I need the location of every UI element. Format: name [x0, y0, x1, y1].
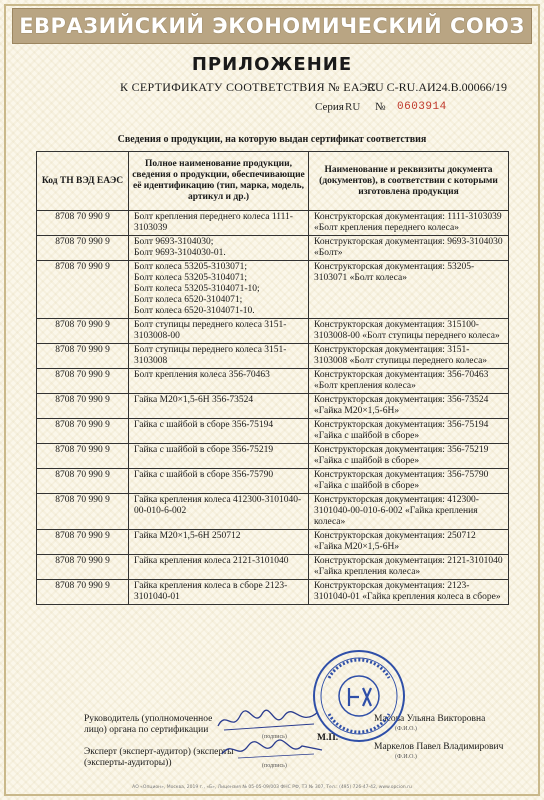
document-cell: Конструкторская документация: 3151- 3103008 «Болт ступицы переднего колеса» — [309, 344, 509, 369]
product-name-cell: Гайка крепления колеса 2121-3101040 — [129, 555, 309, 580]
tn-ved-code-cell: 8708 70 990 9 — [37, 344, 129, 369]
table-row — [37, 469, 509, 494]
product-name-cell: Болт ступицы переднего колеса 3151-3103008 — [129, 344, 309, 369]
table-row — [37, 580, 509, 605]
seal-mark: М.П. — [317, 733, 339, 743]
tn-ved-code-cell: 8708 70 990 9 — [37, 419, 129, 444]
product-name-cell: Болт крепления переднего колеса 1111-3103039 — [129, 211, 309, 236]
product-name-cell: Гайка крепления колеса в сборе 2123-3101040-01 — [129, 580, 309, 605]
certification-seal — [311, 648, 407, 744]
expert-fio-caption: (Ф.И.О.) — [395, 754, 417, 760]
head-label: Руководитель (уполномоченное лицо) органа по сертификации — [84, 714, 213, 735]
info-heading: Сведения о продукции, на которую выдан сертификат соответствия — [117, 134, 427, 145]
table-row — [37, 419, 509, 444]
document-cell: Конструкторская документация: 1111-3103039 «Болт крепления переднего колеса» — [309, 211, 509, 236]
table-header-row — [37, 152, 509, 211]
product-name-cell: Гайка с шайбой в сборе 356-75219 — [129, 444, 309, 469]
document-cell: Конструкторская документация: 250712 «Гайка М20×1,5-6Н» — [309, 530, 509, 555]
tn-ved-code-cell: 8708 70 990 9 — [37, 369, 129, 394]
head-name: Масова Ульяна Викторовна — [374, 714, 486, 724]
document-cell: Конструкторская документация: 412300-3101040-00-010-6-002 «Гайка крепления колеса» — [309, 494, 509, 530]
product-name-cell: Гайка М20×1,5-6Н 250712 — [129, 530, 309, 555]
product-name-cell: Гайка М20×1,5-6Н 356-73524 — [129, 394, 309, 419]
table-row — [37, 494, 509, 530]
document-cell: Конструкторская документация: 356-73524 «Гайка М20×1,5-6Н» — [309, 394, 509, 419]
document-cell: Конструкторская документация: 315100-3103008-00 «Болт ступицы переднего колеса» — [309, 319, 509, 344]
tn-ved-code-cell: 8708 70 990 9 — [37, 555, 129, 580]
series-label: Серия — [315, 101, 344, 113]
document-cell: Конструкторская документация: 356-75790 «Гайка с шайбой в сборе» — [309, 469, 509, 494]
blank-number: 0603914 — [397, 101, 447, 113]
table-body — [37, 211, 509, 605]
tn-ved-code-cell: 8708 70 990 9 — [37, 494, 129, 530]
document-cell: Конструкторская документация: 2123-3101040-01 «Гайка крепления колеса в сборе» — [309, 580, 509, 605]
expert-label: Эксперт (эксперт-аудитор) (эксперты (эксперты-аудиторы)) — [84, 747, 234, 768]
table-row — [37, 369, 509, 394]
product-name-cell: Болт колеса 53205-3103071; Болт колеса 53205-3104071; Болт колеса 53205-3104071-10; Болт колеса 6520-3104071; Болт колеса 6520-3104071-10. — [129, 261, 309, 319]
product-name-cell: Гайка с шайбой в сборе 356-75194 — [129, 419, 309, 444]
union-banner — [12, 8, 532, 44]
tn-ved-code-cell: 8708 70 990 9 — [37, 394, 129, 419]
document-cell: Конструкторская документация: 356-75219 «Гайка с шайбой в сборе» — [309, 444, 509, 469]
table-row — [37, 555, 509, 580]
product-name-cell: Болт крепления колеса 356-70463 — [129, 369, 309, 394]
document-cell: Конструкторская документация: 356-70463 «Болт крепления колеса» — [309, 369, 509, 394]
product-name-cell: Болт ступицы переднего колеса 3151-3103008-00 — [129, 319, 309, 344]
tn-ved-code-cell: 8708 70 990 9 — [37, 236, 129, 261]
certificate-label: К СЕРТИФИКАТУ СООТВЕТСТВИЯ № ЕАЭС — [120, 80, 377, 94]
tn-ved-code-cell: 8708 70 990 9 — [37, 530, 129, 555]
product-name-cell: Гайка крепления колеса 412300-3101040-00-010-6-002 — [129, 494, 309, 530]
head-fio-caption: (Ф.И.О.) — [395, 726, 417, 732]
head-signature — [214, 704, 324, 736]
tn-ved-code-cell: 8708 70 990 9 — [37, 261, 129, 319]
table-row — [37, 444, 509, 469]
tn-ved-code-cell: 8708 70 990 9 — [37, 469, 129, 494]
series-value: RU — [345, 101, 361, 113]
table-row — [37, 261, 509, 319]
document-title: ПРИЛОЖЕНИЕ — [191, 54, 353, 75]
table-row — [37, 319, 509, 344]
products-table — [36, 151, 509, 605]
header-documents: Наименование и реквизиты документа (документов), в соответствии с которыми изготовлена продукция — [309, 152, 509, 211]
expert-name: Маркелов Павел Владимирович — [374, 742, 504, 752]
table-row — [37, 394, 509, 419]
document-cell: Конструкторская документация: 53205-3103071 «Болт колеса» — [309, 261, 509, 319]
number-label: № — [375, 101, 386, 113]
table-row — [37, 236, 509, 261]
header-code: Код ТН ВЭД ЕАЭС — [37, 152, 129, 211]
head-signature-caption: (подпись) — [262, 734, 287, 740]
tn-ved-code-cell: 8708 70 990 9 — [37, 211, 129, 236]
certificate-number: RU С-RU.АИ24.В.00066/19 — [367, 80, 508, 94]
tn-ved-code-cell: 8708 70 990 9 — [37, 319, 129, 344]
header-product: Полное наименование продукции, сведения о продукции, обеспечивающие её идентификацию (тип, марка, модель, артикул и др.) — [129, 152, 309, 211]
printer-imprint: АО «Опцион», Москва, 2019 г., «Б», Лицензия № 05-05-09/003 ФНС РФ, ТЗ № 307, Тел.: (495) 726-47-42, www.opcion.ru — [132, 785, 412, 790]
product-name-cell: Гайка с шайбой в сборе 356-75790 — [129, 469, 309, 494]
document-cell: Конструкторская документация: 9693-3104030 «Болт» — [309, 236, 509, 261]
table-row — [37, 344, 509, 369]
banner-text: ЕВРАЗИЙСКИЙ ЭКОНОМИЧЕСКИЙ СОЮЗ — [19, 14, 525, 38]
tn-ved-code-cell: 8708 70 990 9 — [37, 580, 129, 605]
product-name-cell: Болт 9693-3104030; Болт 9693-3104030-01. — [129, 236, 309, 261]
table-row — [37, 530, 509, 555]
tn-ved-code-cell: 8708 70 990 9 — [37, 444, 129, 469]
table-row — [37, 211, 509, 236]
document-cell: Конструкторская документация: 2121-3101040 «Гайка крепления колеса» — [309, 555, 509, 580]
expert-signature-caption: (подпись) — [262, 763, 287, 769]
document-cell: Конструкторская документация: 356-75194 «Гайка с шайбой в сборе» — [309, 419, 509, 444]
